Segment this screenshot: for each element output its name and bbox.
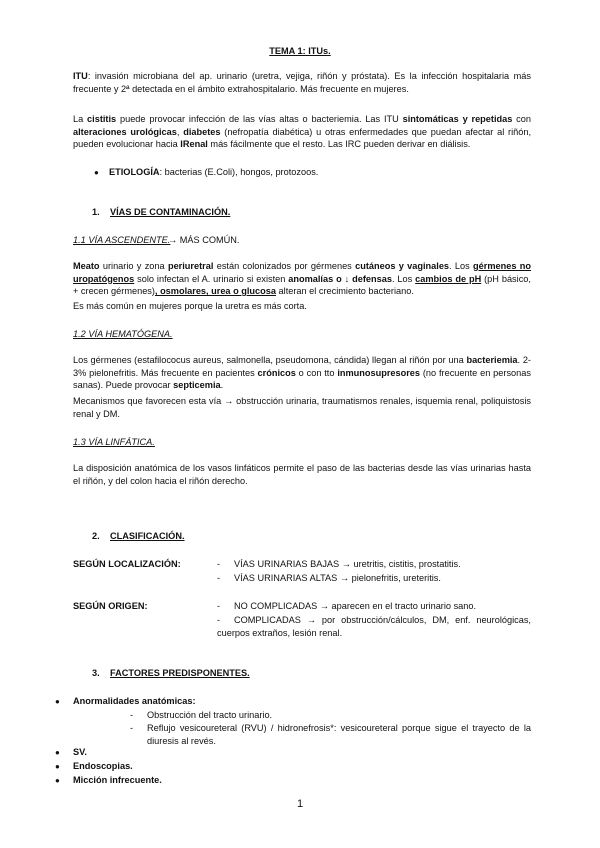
page-number: 1 xyxy=(296,798,304,810)
factor-item: SV. xyxy=(73,747,87,757)
intro-text: : invasión microbiana del ap. urinario (uretra, vejiga, riñón y próstata). Es la infección hospitalaria más frecuente y 2ª detectada en el ámbito extrahospitalario. Más frecuente en mujeres. xyxy=(73,71,531,94)
list-item: Obstrucción del tracto urinario. xyxy=(147,710,273,720)
term: anomalías o ↓ defensas xyxy=(288,273,392,284)
section-title: FACTORES PREDISPONENTES. xyxy=(110,668,250,678)
term: inmunosupresores xyxy=(337,367,421,378)
text: . Los xyxy=(449,261,474,271)
subsection-title: 1.3 VÍA LINFÁTICA. xyxy=(73,437,155,447)
section-title: VÍAS DE CONTAMINACIÓN. xyxy=(110,207,231,217)
term: cambios de pH xyxy=(415,273,482,284)
dash-icon: - xyxy=(217,573,221,583)
text: están colonizados por gérmenes xyxy=(213,261,356,271)
term: gérmenes no uropatógenos xyxy=(73,261,531,284)
text: . 2-3% pielonefritis. Más frecuente en pacientes xyxy=(73,355,531,378)
text: con xyxy=(512,114,531,124)
term: , osmolares, urea o glucosa xyxy=(154,286,276,297)
section-heading xyxy=(92,206,230,219)
bullet-icon: ● xyxy=(55,697,60,706)
classification-label: SEGÚN LOCALIZACIÓN: xyxy=(73,559,181,569)
cistitis-paragraph xyxy=(73,113,531,151)
subsection-heading xyxy=(73,436,155,449)
text: : bacterias (E.Coli), hongos, protozoos. xyxy=(159,167,319,177)
section-number: 3. xyxy=(92,668,100,678)
section-heading xyxy=(92,667,250,680)
factor-item: Anormalidades anatómicas: xyxy=(73,696,196,706)
subsection-title: 1.2 VÍA HEMATÓGENA. xyxy=(73,329,173,339)
term: crónicos xyxy=(257,367,296,378)
dash-icon: - xyxy=(217,559,221,569)
text: más fácilmente que el resto. Las IRC pueden derivar en diálisis. xyxy=(207,139,471,150)
factor-item: Endoscopias. xyxy=(73,761,133,771)
bullet-icon: ● xyxy=(55,762,60,771)
term: Meato xyxy=(73,261,100,271)
dash-icon: - xyxy=(217,615,221,625)
text: o con tto xyxy=(295,367,338,378)
section-title: CLASIFICACIÓN. xyxy=(110,531,185,541)
text: (no frecuente en personas sanas). Puede provocar xyxy=(73,367,531,391)
list-item: COMPLICADAS → por obstrucción/cálculos, DM, enf. neurológicas, cuerpos extraños, lesión renal. xyxy=(217,615,531,638)
bullet-icon: ● xyxy=(94,168,99,177)
document-title: TEMA 1: ITUs. xyxy=(269,46,331,56)
subsection-suffix: → MÁS COMÚN. xyxy=(168,235,240,245)
ascendente-line: Es más común en mujeres porque la uretra es más corta. xyxy=(73,301,307,311)
text: . Los xyxy=(391,273,416,284)
hematogena-line: Mecanismos que favorecen esta vía → obstrucción urinaria, traumatismos renales, isquemia renal, poliquistosis renal y DM. xyxy=(73,396,531,419)
section-heading xyxy=(92,530,185,543)
dash-icon: - xyxy=(130,723,134,733)
term: cistitis xyxy=(87,114,117,124)
text: Los gérmenes (estafilococus aureus, salmonella, pseudomona, cándida) llegan al riñón por una xyxy=(73,355,467,365)
list-item: VÍAS URINARIAS ALTAS → pielonefritis, ureteritis. xyxy=(234,573,441,583)
term: alteraciones urológicas xyxy=(73,126,177,137)
list-item: VÍAS URINARIAS BAJAS → uretritis, cistitis, prostatitis. xyxy=(234,559,461,569)
term: periuretral xyxy=(167,261,214,271)
term: septicemia xyxy=(173,380,221,391)
text: , xyxy=(176,126,184,137)
itu-term: ITU xyxy=(73,71,88,81)
term: IRenal xyxy=(180,139,208,150)
dash-icon: - xyxy=(130,710,134,720)
classification-label: SEGÚN ORIGEN: xyxy=(73,601,148,611)
term: ETIOLOGÍA xyxy=(109,167,160,177)
term: diabetes xyxy=(183,126,221,137)
section-number: 1. xyxy=(92,207,100,217)
list-item: Reflujo vesicoureteral (RVU) / hidronefrosis*: vesicoureteral porque sigue el trayecto de la diuresis al revés. xyxy=(147,723,531,746)
intro-paragraph xyxy=(73,70,531,95)
term: cutáneos y vaginales xyxy=(355,261,450,271)
ascendente-paragraph xyxy=(73,260,531,298)
list-item: NO COMPLICADAS → aparecen en el tracto urinario sano. xyxy=(234,601,477,611)
subsection-heading xyxy=(73,234,170,247)
text: (nefropatía diabética) u otras enfermedades que puedan afectar al riñón, pueden evolucionar hacia xyxy=(73,126,531,150)
factor-item: Micción infrecuente. xyxy=(73,775,162,785)
text: . xyxy=(220,380,224,391)
text: urinario y zona xyxy=(99,261,168,271)
text: puede provocar infección de las vías altas o bacteriemia. Las ITU xyxy=(116,114,403,124)
section-number: 2. xyxy=(92,531,100,541)
etiologia-item xyxy=(109,166,318,179)
subsection-title: 1.1 VÍA ASCENDENTE. xyxy=(73,235,171,245)
text: solo infectan el A. urinario si existen xyxy=(134,273,289,284)
text: La xyxy=(73,114,88,124)
text: alteran el crecimiento bacteriano. xyxy=(275,286,414,297)
linfatica-paragraph: La disposición anatómica de los vasos linfáticos permite el paso de las bacterias desde las vías urinarias hasta el riñón, y del colon hacia el riñón derecho. xyxy=(73,463,531,486)
dash-icon: - xyxy=(217,601,221,611)
term: bacteriemia xyxy=(466,355,518,365)
subsection-heading xyxy=(73,328,173,341)
term: sintomáticas y repetidas xyxy=(402,114,513,124)
text: (pH básico, + crecen gérmenes) xyxy=(73,273,531,297)
bullet-icon: ● xyxy=(55,748,60,757)
bullet-icon: ● xyxy=(55,776,60,785)
hematogena-paragraph xyxy=(73,354,531,392)
